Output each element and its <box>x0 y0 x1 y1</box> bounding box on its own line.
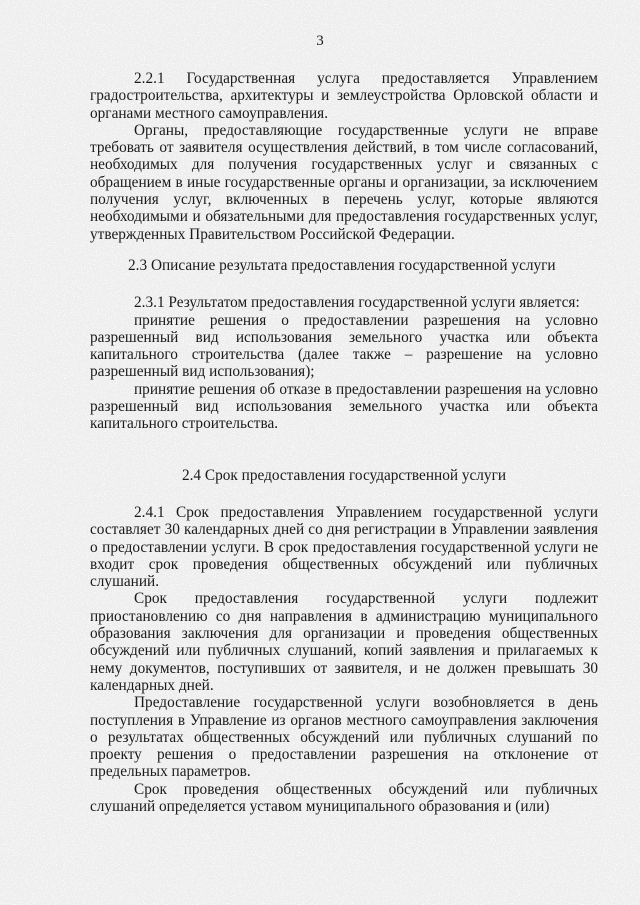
section-2-3-heading: 2.3 Описание результата предоставления государственной услуги <box>128 256 556 274</box>
paragraph-resumption: Предоставление государственной услуги возобновляется в день поступления в Управление из органов местного самоуправления заключения о результатах общественных обсуждений или публичных слушаний по проекту решения о предоставлении разрешения на отклонение от предельных параметров. <box>90 694 598 781</box>
section-2-4-heading: 2.4 Срок предоставления государственной услуги <box>181 466 507 484</box>
paragraph-2-2-1: 2.2.1 Государственная услуга предоставляется Управлением градостроительства, архитектуры и землеустройства Орловской области и органами местного самоуправления. <box>90 70 598 122</box>
paragraph-2-4-1: 2.4.1 Срок предоставления Управлением государственной услуги составляет 30 календарных дней со дня регистрации в Управлении заявления о предоставлении услуги. В срок предоставления государственной услуги не входит срок проведения общественных обсуждений или публичных слушаний. <box>90 503 598 591</box>
result-item-grant: принятие решения о предоставлении разрешения на условно разрешенный вид использования земельного участка или объекта капитального строительства (далее также – разрешение на условно разрешенный вид использования); <box>90 311 598 381</box>
paragraph-hearings-term: Срок проведения общественных обсуждений или публичных слушаний определяется уставом муниципального образования и (или) <box>90 780 598 815</box>
paragraph-organs-restriction: Органы, предоставляющие государственные услуги не вправе требовать от заявителя осуществления действий, в том числе согласований, необходимых для получения государственных услуг и связанных с обращением в иные государственные органы и организации, за исключением получения услуг, включенных в перечень услуг, которые являются необходимыми и обязательными для предоставления государственных услуг, утвержденных Правительством Российской Федерации. <box>90 121 598 243</box>
paragraph-suspension: Срок предоставления государственной услуги подлежит приостановлению со дня направления в администрацию муниципального образования заключения для организации и проведения общественных обсуждений или публичных слушаний, копий заявления и прилагаемых к нему документов, поступивших от заявителя, и не должен превышать 30 календарных дней. <box>90 590 598 694</box>
result-item-refusal: принятие решения об отказе в предоставлении разрешения на условно разрешенный вид использования земельного участка или объекта капитального строительства. <box>90 380 598 433</box>
document-body <box>90 70 598 815</box>
page-number: 3 <box>316 33 324 49</box>
subsection-2-3-1-heading: 2.3.1 Результатом предоставления государственной услуги является: <box>134 294 580 312</box>
